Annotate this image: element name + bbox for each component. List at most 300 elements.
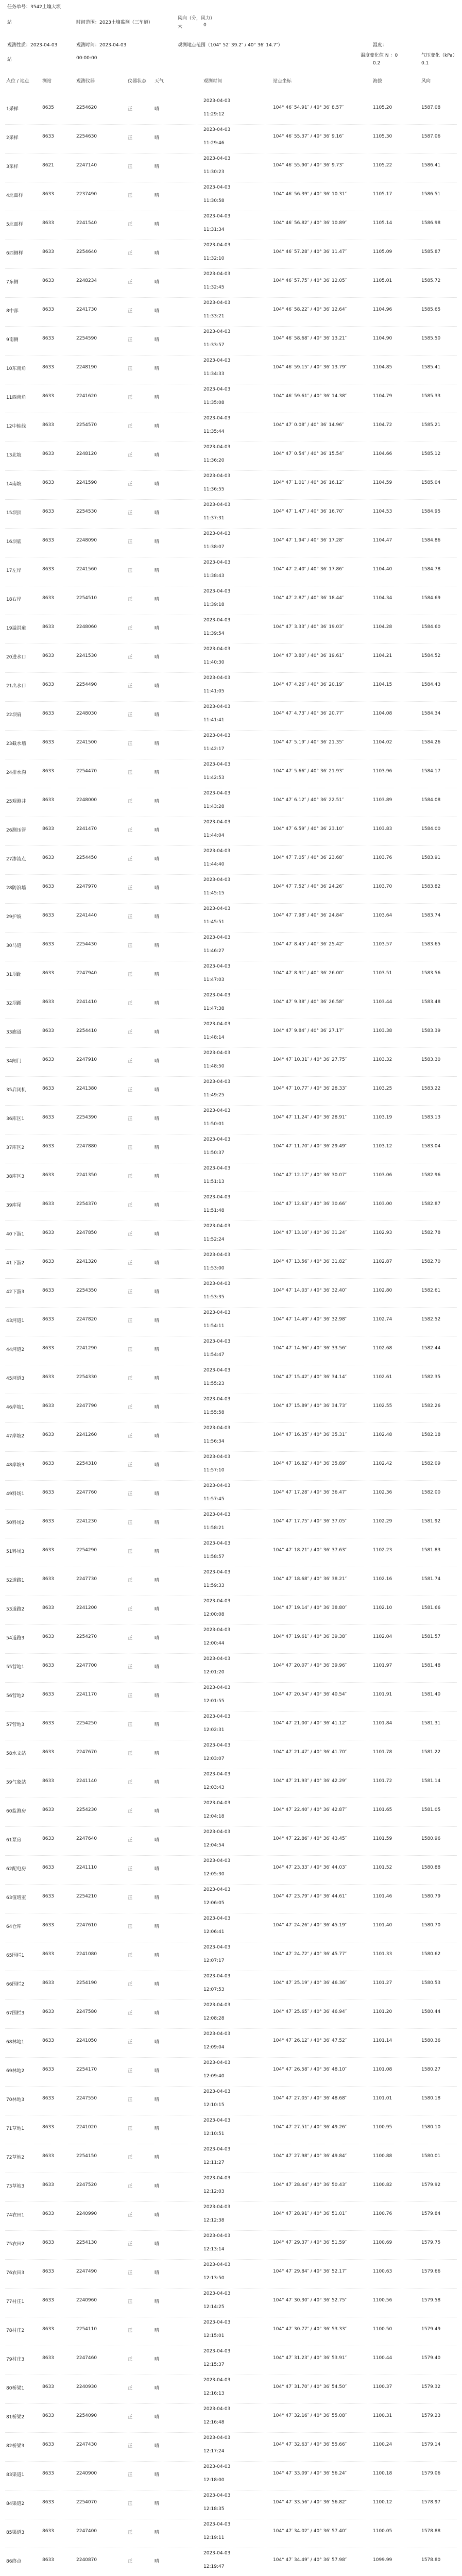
row-site: 23截水墙 xyxy=(6,741,26,747)
col-code: 测站 xyxy=(42,79,52,84)
row-weather: 晴 xyxy=(155,222,160,227)
row-coordinate: 104° 47′ 21.47″ / 40° 36′ 41.70″ xyxy=(273,1750,347,1755)
row-direction: 1581.22 xyxy=(421,1750,441,1755)
row-altitude: 1102.68 xyxy=(373,1346,392,1351)
row-direction: 1583.22 xyxy=(421,1086,441,1091)
table-row xyxy=(0,1221,462,1250)
row-instrument: 2254250 xyxy=(76,1721,97,1726)
row-site: 17左岸 xyxy=(6,568,22,573)
row-weather: 晴 xyxy=(155,539,160,545)
table-row xyxy=(0,2346,462,2375)
row-direction: 1585.50 xyxy=(421,336,441,341)
row-coordinate: 104° 47′ 23.33″ / 40° 36′ 44.03″ xyxy=(273,1865,347,1870)
row-date: 2023-04-03 xyxy=(203,1772,231,1777)
row-direction: 1580.10 xyxy=(421,2125,441,2130)
row-site: 59气象站 xyxy=(6,1780,26,1785)
row-altitude: 1102.10 xyxy=(373,1605,392,1611)
row-altitude: 1105.20 xyxy=(373,105,392,110)
row-direction: 1581.05 xyxy=(421,1807,441,1812)
row-altitude: 1104.08 xyxy=(373,711,392,716)
row-weather: 晴 xyxy=(155,1636,160,1641)
row-code: 8633 xyxy=(42,278,54,283)
row-instrument: 2241320 xyxy=(76,1259,97,1264)
row-instrument: 2247580 xyxy=(76,2009,97,2014)
row-coordinate: 104° 46′ 55.90″ / 40° 36′ 9.73″ xyxy=(273,163,344,168)
row-status: 正 xyxy=(128,828,133,833)
row-direction: 1579.23 xyxy=(421,2413,441,2418)
row-status: 正 xyxy=(128,222,133,227)
row-weather: 晴 xyxy=(155,857,160,862)
row-instrument: 2247610 xyxy=(76,1923,97,1928)
row-site: 42下游3 xyxy=(6,1290,25,1295)
row-weather: 晴 xyxy=(155,1232,160,1237)
row-time: 12:14:25 xyxy=(203,2304,225,2310)
row-instrument: 2241560 xyxy=(76,567,97,572)
row-weather: 晴 xyxy=(155,1520,160,1526)
row-code: 8633 xyxy=(42,1461,54,1466)
row-site: 85渠道3 xyxy=(6,2530,25,2535)
row-code: 8633 xyxy=(42,365,54,370)
table-row xyxy=(0,2404,462,2433)
row-status: 正 xyxy=(128,713,133,718)
row-altitude: 1100.24 xyxy=(373,2442,392,2447)
row-instrument: 2241530 xyxy=(76,653,97,658)
row-direction: 1582.87 xyxy=(421,1201,441,1207)
row-instrument: 2240960 xyxy=(76,2298,97,2303)
row-weather: 晴 xyxy=(155,1145,160,1150)
row-status: 正 xyxy=(128,2386,133,2391)
row-date: 2023-04-03 xyxy=(203,2031,231,2037)
temperature-change: 温度变化值 N ：0 xyxy=(361,53,398,58)
row-time: 11:30:58 xyxy=(203,198,225,204)
row-direction: 1585.87 xyxy=(421,249,441,255)
row-direction: 1580.01 xyxy=(421,2154,441,2159)
row-date: 2023-04-03 xyxy=(203,589,231,594)
row-direction: 1579.84 xyxy=(421,2211,441,2216)
row-altitude: 1101.84 xyxy=(373,1721,392,1726)
observation-range: 观测地点范围（104° 52′ 39.2″ / 40° 36′ 14.7″） xyxy=(178,43,283,48)
row-weather: 晴 xyxy=(155,886,160,891)
time-range: 时间范围：2023土壤监测（三车道） xyxy=(76,20,153,25)
row-code: 8633 xyxy=(42,2096,54,2101)
row-altitude: 1102.42 xyxy=(373,1461,392,1466)
row-date: 2023-04-03 xyxy=(203,2320,231,2325)
station-label: 站 xyxy=(7,20,12,25)
row-code: 8633 xyxy=(42,711,54,716)
row-site: 4北面样 xyxy=(6,193,23,198)
row-coordinate: 104° 47′ 12.63″ / 40° 36′ 30.66″ xyxy=(273,1201,347,1207)
table-row xyxy=(0,788,462,817)
row-instrument: 2240990 xyxy=(76,2211,97,2216)
row-time: 11:32:45 xyxy=(203,285,225,290)
row-site: 70林地3 xyxy=(6,2097,25,2103)
pressure-change-label: 气压变化（kPa） xyxy=(421,53,457,58)
row-instrument: 2248000 xyxy=(76,798,97,803)
row-status: 正 xyxy=(128,511,133,516)
row-time: 11:47:03 xyxy=(203,977,225,982)
row-weather: 晴 xyxy=(155,309,160,314)
row-time: 12:01:20 xyxy=(203,1670,225,1675)
row-weather: 晴 xyxy=(155,107,160,112)
table-row xyxy=(0,125,462,154)
row-weather: 晴 xyxy=(155,1059,160,1064)
table-row xyxy=(0,846,462,875)
row-time: 11:52:24 xyxy=(203,1237,225,1242)
row-site: 38库区3 xyxy=(6,1174,25,1179)
table-row xyxy=(0,961,462,990)
row-instrument: 2254490 xyxy=(76,682,97,687)
row-site: 11西南角 xyxy=(6,395,26,400)
row-altitude: 1101.33 xyxy=(373,1952,392,1957)
row-code: 8633 xyxy=(42,394,54,399)
row-direction: 1584.69 xyxy=(421,596,441,601)
document-header xyxy=(0,0,462,88)
row-direction: 1581.14 xyxy=(421,1778,441,1784)
table-row xyxy=(0,933,462,961)
row-instrument: 2254310 xyxy=(76,1461,97,1466)
row-coordinate: 104° 47′ 34.49″ / 40° 36′ 57.98″ xyxy=(273,2557,347,2563)
row-date: 2023-04-03 xyxy=(203,2551,231,2556)
row-time: 11:43:28 xyxy=(203,804,225,809)
row-direction: 1580.44 xyxy=(421,2009,441,2014)
row-direction: 1580.70 xyxy=(421,1923,441,1928)
row-date: 2023-04-03 xyxy=(203,964,231,969)
row-altitude: 1101.20 xyxy=(373,2009,392,2014)
row-altitude: 1104.85 xyxy=(373,365,392,370)
row-code: 8633 xyxy=(42,1375,54,1380)
row-weather: 晴 xyxy=(155,799,160,804)
row-time: 12:19:11 xyxy=(203,2535,225,2540)
row-direction: 1585.04 xyxy=(421,480,441,485)
row-site: 1采样 xyxy=(6,107,19,112)
row-site: 7东侧 xyxy=(6,280,19,285)
row-time: 12:06:41 xyxy=(203,1929,225,1935)
row-instrument: 2254450 xyxy=(76,855,97,860)
row-date: 2023-04-03 xyxy=(203,2205,231,2210)
row-status: 正 xyxy=(128,1463,133,1468)
row-instrument: 2241050 xyxy=(76,2038,97,2043)
row-instrument: 2254410 xyxy=(76,1028,97,1033)
row-time: 12:07:53 xyxy=(203,1987,225,1992)
row-date: 2023-04-03 xyxy=(203,1916,231,1921)
row-time: 11:48:50 xyxy=(203,1064,225,1069)
row-altitude: 1105.14 xyxy=(373,221,392,226)
row-instrument: 2254210 xyxy=(76,1894,97,1899)
row-weather: 晴 xyxy=(155,1290,160,1295)
row-weather: 晴 xyxy=(155,2270,160,2276)
row-site: 71草地1 xyxy=(6,2126,25,2131)
row-direction: 1583.91 xyxy=(421,855,441,860)
table-row xyxy=(0,1048,462,1077)
row-site: 74农田1 xyxy=(6,2213,25,2218)
row-instrument: 2254270 xyxy=(76,1634,97,1639)
row-time: 11:42:17 xyxy=(203,747,225,752)
row-time: 11:44:04 xyxy=(203,833,225,838)
row-status: 正 xyxy=(128,164,133,170)
table-row xyxy=(0,1913,462,1942)
row-site: 5北面样 xyxy=(6,222,23,227)
row-date: 2023-04-03 xyxy=(203,272,231,277)
row-status: 正 xyxy=(128,741,133,747)
row-time: 11:58:57 xyxy=(203,1554,225,1560)
row-status: 正 xyxy=(128,1780,133,1785)
row-direction: 1580.88 xyxy=(421,1865,441,1870)
row-status: 正 xyxy=(128,886,133,891)
row-status: 正 xyxy=(128,1751,133,1756)
row-time: 12:15:37 xyxy=(203,2362,225,2367)
row-date: 2023-04-03 xyxy=(203,1310,231,1315)
row-instrument: 2254570 xyxy=(76,422,97,428)
row-weather: 晴 xyxy=(155,337,160,343)
row-direction: 1584.00 xyxy=(421,826,441,832)
row-altitude: 1103.32 xyxy=(373,1057,392,1062)
row-status: 正 xyxy=(128,1607,133,1612)
row-direction: 1581.57 xyxy=(421,1634,441,1639)
row-site: 6西侧样 xyxy=(6,251,23,256)
row-status: 正 xyxy=(128,309,133,314)
row-status: 正 xyxy=(128,424,133,429)
table-row xyxy=(0,1740,462,1769)
table-row xyxy=(0,2058,462,2087)
row-site: 27渗流点 xyxy=(6,857,26,862)
row-weather: 晴 xyxy=(155,2126,160,2131)
row-instrument: 2247520 xyxy=(76,2182,97,2188)
row-time: 11:39:18 xyxy=(203,602,225,607)
row-coordinate: 104° 46′ 58.22″ / 40° 36′ 12.64″ xyxy=(273,307,347,312)
row-coordinate: 104° 47′ 5.66″ / 40° 36′ 21.93″ xyxy=(273,769,344,774)
row-site: 36库区1 xyxy=(6,1116,25,1122)
row-site: 73草地3 xyxy=(6,2184,25,2189)
row-time: 11:54:11 xyxy=(203,1324,225,1329)
row-coordinate: 104° 47′ 10.77″ / 40° 36′ 28.33″ xyxy=(273,1086,347,1091)
table-row xyxy=(0,1134,462,1163)
table-row xyxy=(0,2231,462,2260)
row-time: 12:15:01 xyxy=(203,2333,225,2338)
row-date: 2023-04-03 xyxy=(203,1252,231,1258)
table-row xyxy=(0,2317,462,2346)
row-weather: 晴 xyxy=(155,2501,160,2506)
row-altitude: 1103.64 xyxy=(373,913,392,918)
row-site: 33廊道 xyxy=(6,1030,22,1035)
table-row xyxy=(0,673,462,702)
row-code: 8633 xyxy=(42,2413,54,2418)
row-altitude: 1104.59 xyxy=(373,480,392,485)
row-code: 8633 xyxy=(42,134,54,139)
row-status: 正 xyxy=(128,1722,133,1727)
row-instrument: 2248090 xyxy=(76,538,97,543)
row-altitude: 1104.90 xyxy=(373,336,392,341)
row-date: 2023-04-03 xyxy=(203,1974,231,1979)
row-site: 72草地2 xyxy=(6,2155,25,2160)
row-altitude: 1104.28 xyxy=(373,624,392,630)
row-altitude: 1101.72 xyxy=(373,1778,392,1784)
row-altitude: 1101.08 xyxy=(373,2067,392,2072)
row-weather: 晴 xyxy=(155,395,160,400)
table-row xyxy=(0,1019,462,1048)
row-code: 8633 xyxy=(42,1490,54,1495)
row-direction: 1583.04 xyxy=(421,1144,441,1149)
row-direction: 1580.79 xyxy=(421,1894,441,1899)
row-time: 11:47:38 xyxy=(203,1006,225,1011)
row-site: 13北坡 xyxy=(6,453,22,458)
row-instrument: 2248234 xyxy=(76,278,97,283)
row-status: 正 xyxy=(128,1492,133,1497)
row-weather: 晴 xyxy=(155,2472,160,2478)
row-weather: 晴 xyxy=(155,1088,160,1093)
row-coordinate: 104° 46′ 57.75″ / 40° 36′ 12.05″ xyxy=(273,278,347,283)
row-code: 8633 xyxy=(42,2125,54,2130)
row-code: 8633 xyxy=(42,2557,54,2563)
row-code: 8633 xyxy=(42,1028,54,1033)
row-instrument: 2241290 xyxy=(76,1346,97,1351)
row-site: 66围栏2 xyxy=(6,1982,25,1987)
row-code: 8633 xyxy=(42,769,54,774)
row-altitude: 1100.82 xyxy=(373,2182,392,2188)
row-date: 2023-04-03 xyxy=(203,1224,231,1229)
row-direction: 1584.26 xyxy=(421,740,441,745)
row-status: 正 xyxy=(128,2097,133,2103)
row-instrument: 2241440 xyxy=(76,913,97,918)
row-date: 2023-04-03 xyxy=(203,473,231,479)
row-altitude: 1104.47 xyxy=(373,538,392,543)
row-coordinate: 104° 47′ 13.56″ / 40° 36′ 31.82″ xyxy=(273,1259,347,1264)
row-weather: 晴 xyxy=(155,2069,160,2074)
row-instrument: 2241410 xyxy=(76,999,97,1005)
row-altitude: 1101.91 xyxy=(373,1692,392,1697)
row-instrument: 2247640 xyxy=(76,1836,97,1841)
row-direction: 1581.66 xyxy=(421,1605,441,1611)
row-time: 11:48:14 xyxy=(203,1035,225,1040)
row-weather: 晴 xyxy=(155,280,160,285)
row-coordinate: 104° 47′ 26.58″ / 40° 36′ 48.10″ xyxy=(273,2067,347,2072)
row-instrument: 2247940 xyxy=(76,971,97,976)
row-weather: 晴 xyxy=(155,1665,160,1670)
row-site: 61泵房 xyxy=(6,1838,22,1843)
row-direction: 1582.52 xyxy=(421,1317,441,1322)
row-date: 2023-04-03 xyxy=(203,1599,231,1604)
row-weather: 晴 xyxy=(155,943,160,948)
row-direction: 1578.88 xyxy=(421,2529,441,2534)
row-site: 3采样 xyxy=(6,164,19,170)
row-time: 12:17:24 xyxy=(203,2449,225,2454)
row-time: 11:56:34 xyxy=(203,1439,225,1444)
row-status: 正 xyxy=(128,2472,133,2478)
row-time: 12:09:40 xyxy=(203,2074,225,2079)
row-status: 正 xyxy=(128,799,133,804)
row-code: 8633 xyxy=(42,1750,54,1755)
row-instrument: 2254090 xyxy=(76,2413,97,2418)
row-instrument: 2254620 xyxy=(76,105,97,110)
row-date: 2023-04-03 xyxy=(203,1050,231,1056)
row-direction: 1585.41 xyxy=(421,365,441,370)
row-status: 正 xyxy=(128,1203,133,1208)
row-direction: 1581.83 xyxy=(421,1548,441,1553)
row-coordinate: 104° 47′ 24.72″ / 40° 36′ 45.77″ xyxy=(273,1952,347,1957)
row-altitude: 1105.30 xyxy=(373,134,392,139)
row-code: 8633 xyxy=(42,1346,54,1351)
row-coordinate: 104° 47′ 17.75″ / 40° 36′ 37.05″ xyxy=(273,1519,347,1524)
row-weather: 晴 xyxy=(155,1780,160,1785)
row-coordinate: 104° 47′ 20.07″ / 40° 36′ 39.96″ xyxy=(273,1663,347,1668)
humidity-label: 湿度： xyxy=(373,43,387,48)
row-altitude: 1105.22 xyxy=(373,163,392,168)
col-instrument: 观测仪器 xyxy=(76,79,95,84)
row-code: 8633 xyxy=(42,1577,54,1582)
row-weather: 晴 xyxy=(155,1693,160,1699)
row-altitude: 1102.23 xyxy=(373,1548,392,1553)
row-weather: 晴 xyxy=(155,2357,160,2362)
row-time: 12:04:54 xyxy=(203,1843,225,1848)
row-direction: 1580.96 xyxy=(421,1836,441,1841)
row-code: 8633 xyxy=(42,971,54,976)
row-coordinate: 104° 47′ 0.08″ / 40° 36′ 14.96″ xyxy=(273,422,344,428)
table-row xyxy=(0,1711,462,1740)
row-altitude: 1105.01 xyxy=(373,278,392,283)
row-coordinate: 104° 47′ 28.91″ / 40° 36′ 51.01″ xyxy=(273,2211,347,2216)
row-coordinate: 104° 47′ 2.40″ / 40° 36′ 17.86″ xyxy=(273,567,344,572)
row-code: 8633 xyxy=(42,1894,54,1899)
row-site: 21出水口 xyxy=(6,684,26,689)
row-coordinate: 104° 47′ 31.23″ / 40° 36′ 53.91″ xyxy=(273,2355,347,2361)
row-date: 2023-04-03 xyxy=(203,618,231,623)
row-code: 8633 xyxy=(42,1778,54,1784)
row-code: 8633 xyxy=(42,2442,54,2447)
row-time: 12:18:35 xyxy=(203,2506,225,2512)
row-coordinate: 104° 46′ 56.82″ / 40° 36′ 10.89″ xyxy=(273,221,347,226)
row-status: 正 xyxy=(128,1232,133,1237)
row-weather: 晴 xyxy=(155,684,160,689)
row-altitude: 1103.06 xyxy=(373,1173,392,1178)
row-direction: 1579.58 xyxy=(421,2298,441,2303)
row-code: 8633 xyxy=(42,596,54,601)
row-weather: 晴 xyxy=(155,1492,160,1497)
row-time: 12:00:08 xyxy=(203,1612,225,1617)
row-date: 2023-04-03 xyxy=(203,1743,231,1748)
row-code: 8633 xyxy=(42,2298,54,2303)
row-site: 30马道 xyxy=(6,943,22,948)
row-instrument: 2254430 xyxy=(76,942,97,947)
row-instrument: 2241540 xyxy=(76,221,97,226)
row-status: 正 xyxy=(128,193,133,198)
row-instrument: 2254230 xyxy=(76,1807,97,1812)
row-code: 8633 xyxy=(42,1721,54,1726)
row-coordinate: 104° 47′ 27.98″ / 40° 36′ 49.84″ xyxy=(273,2154,347,2159)
row-code: 8633 xyxy=(42,1317,54,1322)
row-direction: 1580.53 xyxy=(421,1980,441,1986)
row-time: 12:18:00 xyxy=(203,2478,225,2483)
table-row xyxy=(0,1885,462,1913)
row-site: 75农田2 xyxy=(6,2242,25,2247)
observation-type: 观测性质：2023-04-03 xyxy=(7,43,58,48)
row-altitude: 1103.00 xyxy=(373,1201,392,1207)
row-site: 40下游1 xyxy=(6,1232,25,1237)
table-row xyxy=(0,298,462,327)
row-date: 2023-04-03 xyxy=(203,733,231,738)
row-site: 54道路3 xyxy=(6,1636,25,1641)
row-instrument: 2247430 xyxy=(76,2442,97,2447)
row-direction: 1584.43 xyxy=(421,682,441,687)
row-coordinate: 104° 47′ 16.35″ / 40° 36′ 35.31″ xyxy=(273,1432,347,1437)
row-weather: 晴 xyxy=(155,135,160,141)
row-direction: 1580.62 xyxy=(421,1952,441,1957)
row-date: 2023-04-03 xyxy=(203,127,231,132)
row-date: 2023-04-03 xyxy=(203,2089,231,2094)
row-instrument: 2241260 xyxy=(76,1432,97,1437)
row-site: 76农田3 xyxy=(6,2270,25,2276)
row-altitude: 1103.89 xyxy=(373,798,392,803)
row-instrument: 2241020 xyxy=(76,2125,97,2130)
row-coordinate: 104° 47′ 11.24″ / 40° 36′ 28.91″ xyxy=(273,1115,347,1120)
